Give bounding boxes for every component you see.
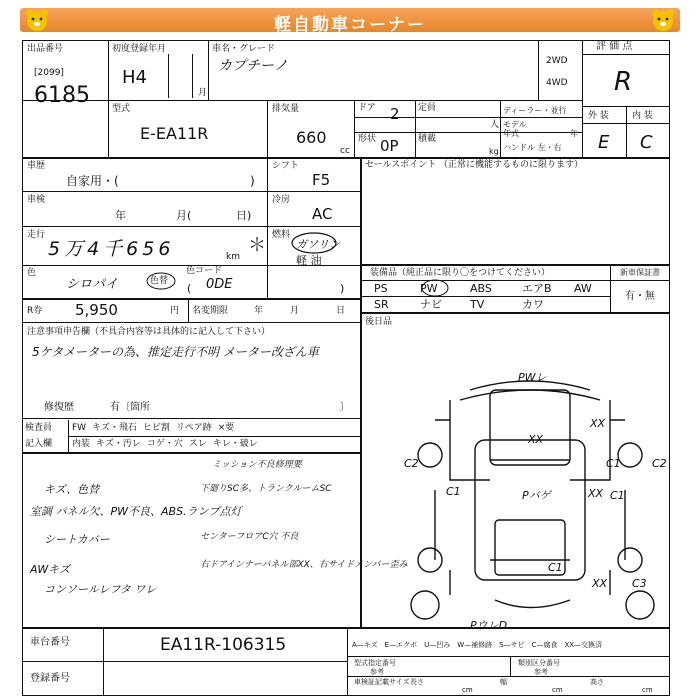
model-year-label: モデル bbox=[503, 120, 527, 129]
inspector-note: キズ、色替 bbox=[44, 483, 100, 496]
body-type-label: 形状 bbox=[358, 134, 377, 144]
grade-value: R bbox=[614, 67, 633, 97]
color-code-label: 色コード bbox=[186, 266, 223, 276]
exterior-label: 外 装 bbox=[588, 111, 609, 121]
pw-circle bbox=[420, 279, 450, 297]
equipment-item: SR bbox=[374, 298, 389, 311]
doors-value: 2 bbox=[390, 105, 400, 123]
legend-check-row1 bbox=[72, 423, 234, 433]
lot-code: [2099] bbox=[34, 68, 64, 78]
diagram-note: 下廻りSC多、トランクルームSC bbox=[200, 484, 332, 494]
interior-label: 内 装 bbox=[632, 111, 653, 121]
equipment-row1 bbox=[374, 283, 614, 295]
bear-mascot-icon bbox=[22, 5, 52, 35]
inspector-label: 検査員 bbox=[25, 423, 53, 433]
shift-label: シフト bbox=[272, 161, 300, 171]
diagram-mark: PWレ bbox=[518, 371, 547, 384]
diagram-mark: C1 bbox=[548, 561, 563, 574]
car-name-value: カプチーノ bbox=[218, 58, 288, 74]
diagram-mark: XX bbox=[528, 433, 544, 446]
inspector-note: AWキズ bbox=[30, 563, 70, 576]
model-label: 型式 bbox=[112, 104, 131, 114]
interior-value: C bbox=[640, 132, 653, 153]
drive-4wd: 4WD bbox=[546, 78, 568, 88]
registration-label: 初度登録年月 bbox=[112, 44, 167, 54]
color-code-value: 0DE bbox=[206, 277, 233, 292]
color-value: シロパイ bbox=[66, 277, 119, 292]
diagram-mark: C2 bbox=[404, 457, 419, 470]
diagram-mark: XX bbox=[592, 577, 608, 590]
diagram-note: センターフロアC穴 不良 bbox=[200, 532, 299, 542]
equipment-item: AW bbox=[574, 282, 592, 295]
name-change-month: 月 bbox=[290, 306, 300, 316]
footer-label: 幅 bbox=[500, 678, 507, 686]
legend-check-row2 bbox=[72, 439, 258, 449]
body-type-value: 0P bbox=[380, 137, 399, 155]
check-legend-item: 内装 bbox=[72, 439, 91, 449]
ac-label: 冷房 bbox=[272, 195, 291, 205]
repair-close: 〕 bbox=[340, 402, 350, 413]
footer-label: 型式指定番号 bbox=[354, 659, 396, 667]
capacity-unit: 人 bbox=[490, 120, 500, 130]
footer-label: 参考 bbox=[370, 668, 384, 676]
mileage-mark: ＊ bbox=[248, 235, 266, 256]
history-label: 車歴 bbox=[27, 161, 46, 171]
diagram-mark: Pバゲ bbox=[522, 489, 551, 502]
inspection-year: 年 bbox=[115, 209, 126, 222]
check-legend-item: リペア跡 bbox=[175, 423, 212, 433]
page-title: 軽自動車コーナー bbox=[274, 15, 426, 35]
handle-label: ハンドル 左・右 bbox=[503, 143, 562, 152]
inspector-note: 室調 パネル欠、PW不良、ABS.ランプ点灯 bbox=[30, 505, 242, 518]
equipment-item: PS bbox=[374, 282, 388, 295]
equipment-item: カワ bbox=[522, 298, 544, 311]
diagram-mark: C2 bbox=[652, 457, 667, 470]
car-name-label: 車名・グレード bbox=[212, 44, 276, 54]
name-change-label: 名変期限 bbox=[192, 306, 229, 316]
bear-mascot-icon bbox=[648, 5, 678, 35]
footer-label: cm bbox=[642, 686, 653, 694]
displacement-label: 排気量 bbox=[272, 104, 300, 114]
chassis-value: EA11R-106315 bbox=[160, 635, 287, 655]
footer-label: 高さ bbox=[590, 678, 604, 686]
check-legend-item: キズ・飛石 bbox=[92, 423, 137, 433]
diagram-mark: C1 bbox=[610, 489, 625, 502]
price-unit: 円 bbox=[170, 306, 180, 316]
fuel-circle bbox=[290, 231, 338, 255]
year-label: 年式 bbox=[503, 129, 519, 138]
check-legend-item: スレ bbox=[188, 439, 207, 449]
inspector-note: コンソールレフタ ワレ bbox=[44, 583, 157, 596]
shift-value: F5 bbox=[312, 171, 331, 189]
diagram-mark: XX bbox=[588, 487, 604, 500]
history-value: 自家用・( bbox=[66, 174, 119, 188]
diagram-mark: C1 bbox=[446, 485, 461, 498]
doors-label: ドア bbox=[358, 103, 376, 113]
equipment-item: エアB bbox=[522, 282, 552, 295]
grade-label: 評 価 点 bbox=[596, 41, 633, 52]
load-unit: kg bbox=[489, 147, 499, 156]
notes-text: 5ケタメーターの為、推定走行不明 メーター改ざん車 bbox=[32, 345, 319, 359]
mileage-unit: km bbox=[226, 252, 240, 262]
check-legend-item: キレ・破レ bbox=[212, 439, 258, 449]
diagram-mark: PウレD bbox=[470, 619, 508, 632]
registration-month-unit: 月 bbox=[198, 88, 208, 98]
color-change: 色替 bbox=[150, 276, 169, 286]
rear-seat-label: 後日品 bbox=[365, 317, 393, 327]
lot-number: 6185 bbox=[34, 83, 90, 108]
exterior-value: E bbox=[598, 132, 610, 153]
dealer-label: ディーラー・並行 bbox=[503, 106, 567, 115]
footer-label: cm bbox=[552, 686, 563, 694]
inspector-note: シートカバー bbox=[44, 533, 110, 546]
footer-label: cm bbox=[462, 686, 473, 694]
ac-value: AC bbox=[312, 205, 333, 223]
lot-label: 出品番号 bbox=[27, 44, 64, 54]
fuel-label: 燃料 bbox=[272, 230, 291, 240]
capacity-label: 定員 bbox=[418, 103, 437, 113]
fuel-diesel: 軽 油 bbox=[296, 254, 322, 267]
diagram-note: ミッション不良修理要 bbox=[212, 460, 302, 470]
inspection-label: 車検 bbox=[27, 195, 46, 205]
diagram-mark: C3 bbox=[632, 577, 647, 590]
inspection-day: 日) bbox=[236, 209, 252, 222]
footer-label: 車検証記載サイズ bbox=[354, 678, 410, 686]
color-change-circle bbox=[146, 272, 176, 290]
footer-label: 長さ bbox=[410, 678, 424, 686]
check-legend-item: ヒビ割 bbox=[142, 423, 170, 433]
recycle-label: 新車保証書 bbox=[620, 268, 660, 277]
mileage-label: 走行 bbox=[27, 230, 46, 240]
check-legend-item: ×要 bbox=[217, 423, 235, 433]
year-unit: 年 bbox=[570, 129, 578, 138]
footer-label: 類別区分番号 bbox=[518, 659, 560, 667]
equipment-row2 bbox=[374, 299, 574, 311]
damage-legend: A—キズ E—エクボ U—凹み W—補修跡 S—サビ C—腐食 XX—交換済 bbox=[352, 641, 603, 649]
diagram-mark: XX bbox=[590, 417, 606, 430]
displacement-value: 660 bbox=[296, 128, 327, 147]
recycle-value: 有・無 bbox=[625, 291, 655, 302]
equipment-label: 装備品（純正品に限り〇をつけてください） bbox=[370, 268, 551, 278]
equipment-item: TV bbox=[470, 298, 485, 311]
mileage-value: 5万4千656 bbox=[48, 238, 175, 260]
check-legend-item: FW bbox=[72, 423, 87, 433]
check-legend-item: キズ・汚レ bbox=[96, 439, 141, 449]
repair-label: 修復歴 bbox=[44, 402, 74, 413]
check-legend-item: コゲ・穴 bbox=[146, 439, 183, 449]
inspector-field-label: 記入欄 bbox=[25, 439, 53, 449]
name-change-year: 年 bbox=[254, 306, 264, 316]
load-label: 積載 bbox=[418, 134, 437, 144]
sales-point-label: セールスポイント （正常に機能するものに限ります） bbox=[365, 160, 584, 170]
color-paren-close: ) bbox=[340, 282, 345, 295]
diagram-note: 右ドアインナーパネル部XX、右サイドメンバー歪み bbox=[200, 560, 408, 570]
diagram-mark: C1 bbox=[606, 457, 621, 470]
history-close: ) bbox=[250, 174, 255, 188]
notes-label: 注意事項申告欄（不具合内容等は具体的に記入して下さい） bbox=[27, 327, 271, 337]
price-value: 5,950 bbox=[75, 301, 118, 319]
equipment-item: ナビ bbox=[420, 298, 442, 311]
color-label: 色 bbox=[27, 268, 37, 278]
footer-label: 参考 bbox=[534, 668, 548, 676]
equipment-item: ABS bbox=[470, 282, 492, 295]
displacement-unit: cc bbox=[340, 146, 350, 156]
color-paren-open: ( bbox=[187, 282, 192, 295]
name-change-day: 日 bbox=[336, 306, 346, 316]
plate-label: 登録番号 bbox=[30, 673, 70, 684]
fuel-gasoline: ガソリン bbox=[296, 238, 340, 251]
footer-specs bbox=[350, 659, 670, 695]
price-label: R券 bbox=[27, 306, 43, 316]
registration-era: H4 bbox=[122, 67, 147, 88]
drive-2wd: 2WD bbox=[546, 56, 568, 66]
chassis-label: 車台番号 bbox=[30, 637, 70, 648]
model-value: E-EA11R bbox=[140, 124, 209, 143]
equipment-item: PW bbox=[420, 282, 438, 295]
inspection-month: 月( bbox=[176, 209, 192, 222]
repair-value: 有〔箇所 bbox=[110, 402, 150, 413]
